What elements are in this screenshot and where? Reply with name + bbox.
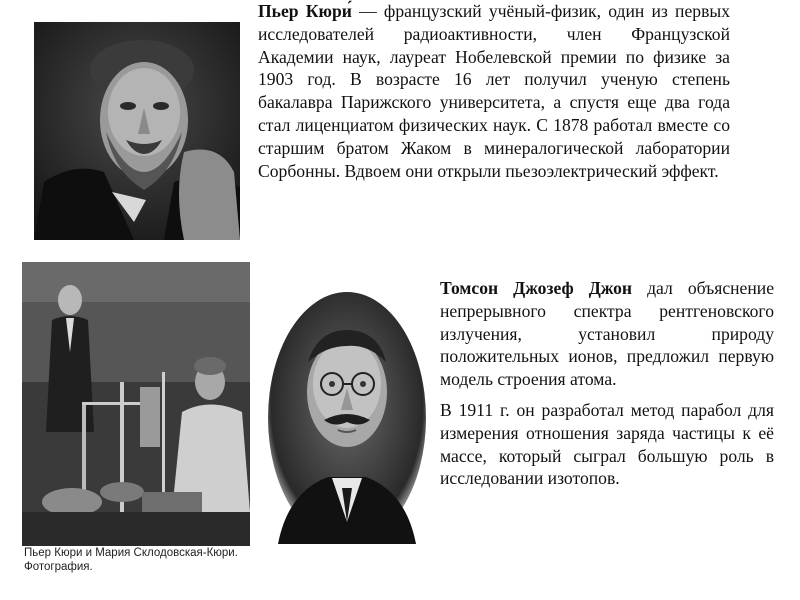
thomson-portrait: [268, 292, 426, 544]
curie-laboratory-photo: [22, 262, 250, 546]
lab-photo-caption: Пьер Кюри и Мария Склодовская-Кюри. Фотография.: [24, 547, 238, 573]
pierre-curie-paragraph: [258, 0, 730, 182]
thomson-paragraph-2: В 1911 г. он разработал метод парабол для измерения отношения заряда частицы к её массе, который сыграл большую роль в исследовании изотопов.: [440, 399, 774, 489]
thomson-name: Томсон Джозеф Джон: [440, 278, 633, 298]
thomson-paragraph-1: [440, 277, 774, 391]
thomson-section: [440, 277, 774, 490]
pierre-curie-name: Пьер Кюри́: [258, 1, 352, 21]
thomson-description: дал объяснение непрерывного спектра рентгеновского излучения, установил природу положительных ионов, предложил первую модель строения атома.: [440, 278, 775, 390]
pierre-curie-description: — французский учёный-физик, один из первых исследователей радиоактивности, член Французской Академии наук, лауреат Нобелевской премии по физике за 1903 год. В возрасте 16 лет получил ученую степень бакалавра Парижского университета, а спустя еще два года стал лиценциатом физических наук. С 1878 работал вместе со старшим братом Жаком в минералогической лаборатории Сорбонны. Вдвоем они открыли пьезоэлектрический эффект.: [258, 1, 731, 181]
pierre-curie-portrait: [34, 22, 240, 240]
